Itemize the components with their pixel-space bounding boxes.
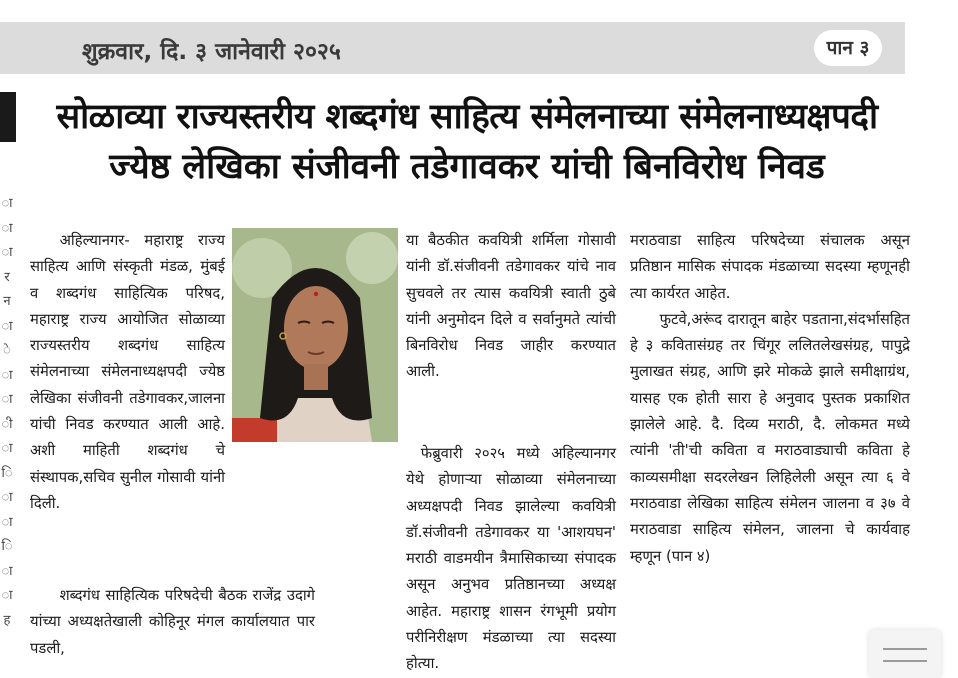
side-strip-glyph: े — [3, 343, 11, 358]
adjacent-article-marker — [0, 92, 16, 142]
side-strip-glyph: ा — [1, 514, 13, 530]
headline-line-1: सोळाव्या राज्यस्तरीय शब्दगंध साहित्य संमेलनाच्या संमेलनाध्यक्षपदी — [56, 97, 878, 137]
side-strip-glyph: ा — [1, 563, 13, 579]
side-strip-glyph: ा — [1, 392, 13, 407]
column2-paragraph-2: फेब्रुवारी २०२५ मध्ये अहिल्यानगर येथे होणाऱ्या सोळाव्या संमेलनाच्या अध्यक्षपदी निवड झालेल्या कवयित्री डॉ.संजीवनी तडेगावकर या 'आशयघन' मराठी वाडमयीन त्रैमासिकाच्या संपादक असून अनुभव प्रतिष्ठानच्या अध्यक्ष आहेत. महाराष्ट्र शासन रंगभूमी प्रयोग परीनिरीक्षण मंडळाच्या त्या सदस्या होत्या. — [406, 445, 616, 673]
side-strip-glyph: न — [3, 294, 11, 309]
article-column-1-continued — [30, 583, 315, 662]
column3-paragraph-1: मराठवाडा साहित्य परिषदेच्या संचालक असून प्रतिष्ठान मासिक संपादक मंडळाच्या सदस्या म्हणूनही त्या कार्यरत आहेत. — [630, 232, 910, 302]
menu-icon-bar — [883, 648, 927, 650]
column3-paragraph-2: फुटवे,अरूंद दारातून बाहेर पडताना,संदर्भासहित हे ३ कवितासंग्रह तर चिंगूर ललितलेखसंग्रह, पापुद्रे मुलाखत संग्रह, आणि झरे मोकळे झाले समीक्षाग्रंथ, यासह एक होती सारा हे अनुवाद पुस्तक प्रकाशित झालेले आहे. दै. दिव्य मराठी, दै. लोकमत मध्ये त्यांनी 'ती'ची कविता व मराठवाड्याची कविता हे काव्यसमीक्षा सदरलेखन लिहिलेली असून त्या ६ वे मराठवाडा लेखिका साहित्य संमेलन जालना व ३७ वे मराठवाडा साहित्य संमेलन, जालना चे कार्यवाह म्हणून (पान ४) — [630, 310, 910, 565]
side-strip-glyph: ा — [1, 588, 13, 603]
adjacent-article-text-strip — [0, 192, 14, 633]
side-strip-glyph: ा — [1, 367, 13, 383]
issue-date: शुक्रवार, दि. ३ जानेवारी २०२५ — [82, 39, 341, 65]
menu-hamburger-button[interactable] — [869, 630, 941, 678]
author-photo — [232, 228, 398, 442]
column1-paragraph-1: अहिल्यानगर- महाराष्ट्र राज्य साहित्य आणि संस्कृती मंडळ, मुंबई व शब्दगंध साहित्यिक परिषद, महाराष्ट्र राज्य आयोजित सोळाव्या राज्यस्तरीय शब्दगंध साहित्य संमेलनाच्या संमेलनाध्यक्षपदी ज्येष्ठ लेखिका संजीवनी तडेगावकर,जालना यांची निवड करण्यात आली आहे. अशी माहिती शब्दगंध चे संस्थापक,सचिव सुनील गोसावी यांनी दिली. — [30, 232, 225, 512]
menu-icon-bar — [883, 660, 927, 662]
side-strip-glyph: ह — [3, 612, 11, 628]
article-column-2 — [406, 228, 616, 386]
column2-paragraph-1: या बैठकीत कवयित्री शर्मिला गोसावी यांनी डॉ.संजीवनी तडेगावकर यांचे नाव सुचवले तर त्यास कवयित्री स्वाती ठुबे यांनी अनुमोदन दिले व सर्वानुमते त्यांची बिनविरोध निवड जाहीर करण्यात आली. — [406, 232, 616, 381]
side-strip-glyph: ि — [1, 539, 13, 554]
side-strip-glyph: ा — [1, 196, 13, 211]
article-column-2-continued — [306, 441, 616, 678]
column1-paragraph-2: शब्दगंध साहित्यिक परिषदेची बैठक राजेंद्र उदागे यांच्या अध्यक्षतेखाली कोहिनूर मंगल कार्यालयात पार पडली, — [30, 587, 315, 657]
article-headline — [22, 92, 912, 192]
headline-line-2: ज्येष्ठ लेखिका संजीवनी तडेगावकर यांची बिनविरोध निवड — [109, 147, 825, 187]
side-strip-glyph: ा — [1, 490, 13, 505]
portrait-illustration — [232, 228, 398, 442]
side-strip-glyph: ि — [1, 465, 13, 481]
side-strip-glyph: र — [4, 269, 10, 285]
side-strip-glyph: ी — [1, 416, 13, 432]
side-strip-glyph: ा — [1, 441, 13, 456]
side-strip-glyph: ा — [1, 245, 13, 260]
article-column-3 — [630, 228, 910, 570]
side-strip-glyph: ा — [1, 318, 13, 334]
side-strip-glyph: ा — [1, 220, 13, 236]
page-number-badge: पान ३ — [814, 30, 882, 66]
